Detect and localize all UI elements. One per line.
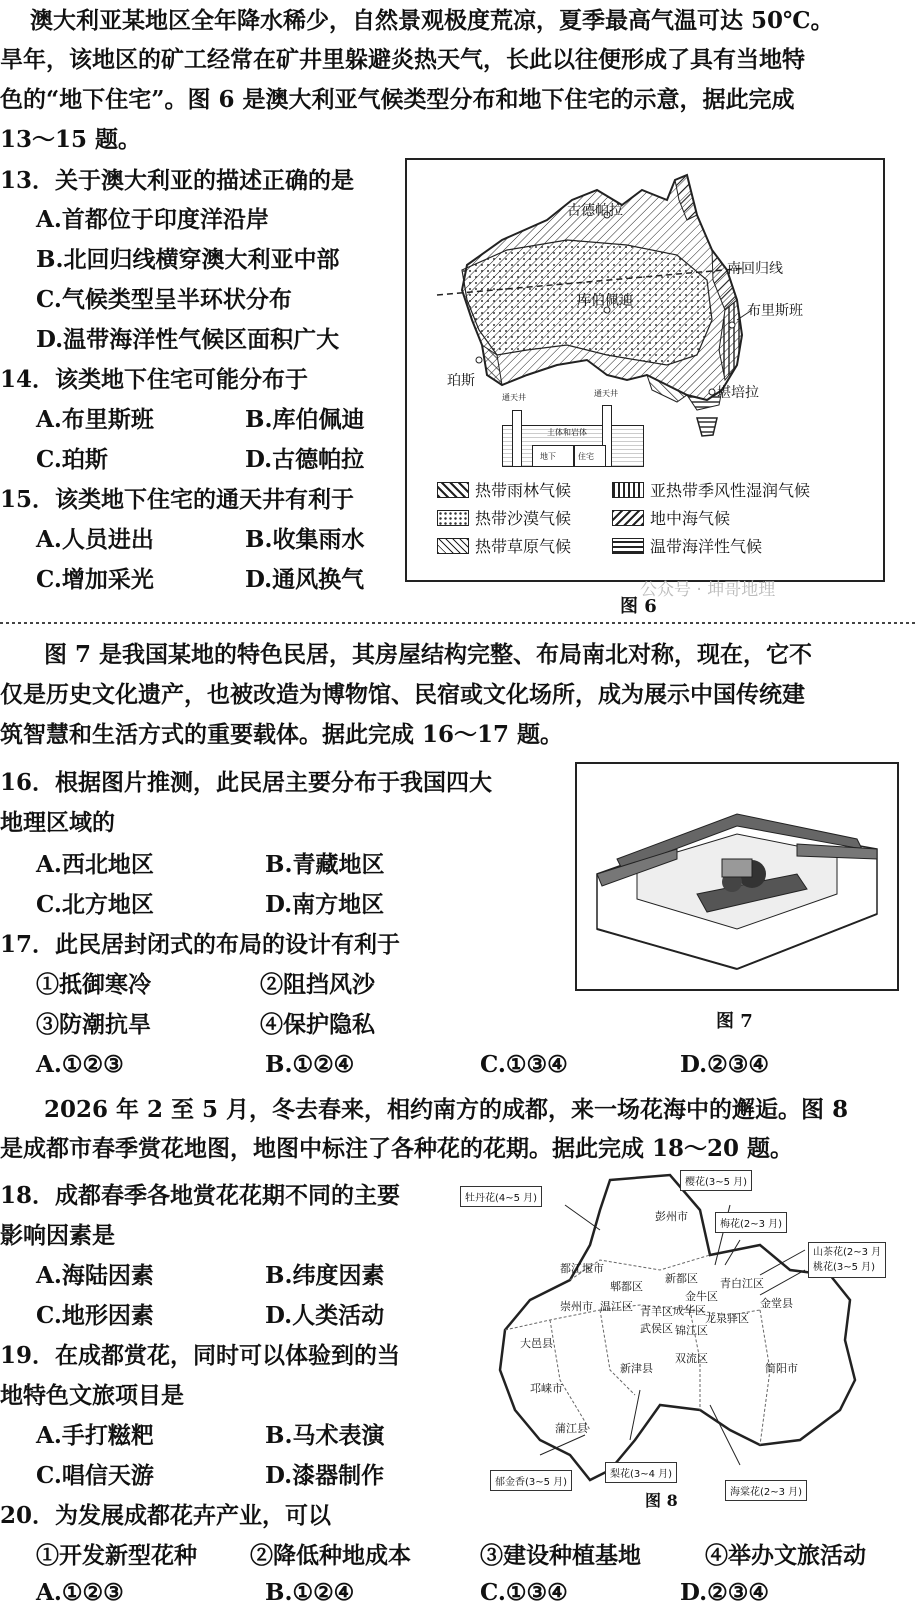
district-jinniu: 金牛区	[685, 1290, 718, 1303]
label-shaft-1: 通天井	[502, 393, 526, 402]
figure-6-australia-map	[405, 158, 885, 582]
intro1-line2: 旱年，该地区的矿工经常在矿井里躲避炎热天气，长此以往便形成了具有当地特	[0, 46, 805, 73]
district-pengzhou: 彭州市	[655, 1210, 688, 1223]
district-longquanyi: 龙泉驿区	[705, 1312, 749, 1325]
flower-yujin: 郁金香(3~5 月)	[490, 1470, 572, 1491]
q19-option-a: A.手打糍粑	[36, 1422, 154, 1449]
figure-7-caption: 图 7	[716, 1011, 753, 1032]
intro3-line1: 2026 年 2 至 5 月，冬去春来，相约南方的成都，来一场花海中的邂逅。图 8	[44, 1096, 849, 1123]
intro1-line1: 澳大利亚某地区全年降水稀少，自然景观极度荒凉，夏季最高气温可达 50℃。	[30, 7, 834, 34]
flower-li: 梨花(3~4 月)	[605, 1462, 677, 1483]
legend-mediterranean: 地中海气候	[612, 506, 730, 529]
district-jintang: 金堂县	[760, 1297, 793, 1310]
watermark: 公众号 · 坤哥地理	[640, 580, 776, 600]
district-chongzhou: 崇州市	[560, 1300, 593, 1313]
divider	[0, 622, 917, 624]
district-xinjin: 新津县	[620, 1362, 653, 1375]
district-pujiang: 蒲江县	[555, 1422, 588, 1435]
q18-stem-1: 18．成都春季各地赏花花期不同的主要	[0, 1182, 401, 1209]
q20-choice-1: ①开发新型花种	[36, 1542, 197, 1569]
label-tropic: 南回归线	[727, 261, 783, 277]
q16-option-a: A.西北地区	[36, 851, 154, 878]
figure-8-chengdu-map	[460, 1170, 917, 1515]
q18-option-c: C.地形因素	[36, 1302, 154, 1329]
q18-option-d: D.人类活动	[265, 1302, 385, 1329]
q14-option-b: B.库伯佩迪	[245, 406, 365, 433]
q20-choice-3: ③建设种植基地	[480, 1542, 641, 1569]
q14-option-a: A.布里斯班	[36, 406, 154, 433]
district-qingbaijiang: 青白江区	[720, 1277, 764, 1290]
q15-option-c: C.增加采光	[36, 566, 154, 593]
q19-option-d: D.漆器制作	[265, 1462, 385, 1489]
figure-7-courtyard-house	[575, 762, 899, 991]
district-xindu: 新都区	[665, 1272, 698, 1285]
legend-rainforest: 热带雨林气候	[437, 478, 571, 501]
q14-option-d: D.古德帕拉	[245, 446, 365, 473]
q13-stem: 13．关于澳大利亚的描述正确的是	[0, 167, 355, 194]
district-qingyang: 青羊区	[640, 1305, 673, 1318]
label-under: 地下	[540, 452, 556, 461]
q16-stem-2: 地理区域的	[0, 809, 115, 836]
label-perth: 珀斯	[447, 373, 475, 389]
legend-desert: 热带沙漠气候	[437, 506, 571, 529]
q20-option-d: D.②③④	[680, 1579, 769, 1606]
q13-option-a: A.首都位于印度洋沿岸	[36, 206, 269, 233]
q17-option-b: B.①②④	[265, 1051, 355, 1078]
q17-stem: 17．此民居封闭式的布局的设计有利于	[0, 931, 401, 958]
q17-choice-3: ③防潮抗旱	[36, 1011, 151, 1038]
q16-option-c: C.北方地区	[36, 891, 154, 918]
q17-option-c: C.①③④	[480, 1051, 568, 1078]
q20-option-a: A.①②③	[36, 1579, 124, 1606]
label-canberra: 堪培拉	[717, 385, 759, 401]
q20-stem: 20．为发展成都花卉产业，可以	[0, 1502, 332, 1529]
district-wuhou: 武侯区	[640, 1322, 673, 1335]
district-jianyang: 简阳市	[765, 1362, 798, 1375]
q17-option-d: D.②③④	[680, 1051, 769, 1078]
q19-stem-2: 地特色文旅项目是	[0, 1382, 184, 1409]
q19-stem-1: 19．在成都赏花，同时可以体验到的当	[0, 1342, 401, 1369]
q13-option-d: D.温带海洋性气候区面积广大	[36, 326, 340, 353]
q19-option-c: C.唱信天游	[36, 1462, 154, 1489]
q16-option-b: B.青藏地区	[265, 851, 385, 878]
q13-option-b: B.北回归线横穿澳大利亚中部	[36, 246, 340, 273]
q20-option-b: B.①②④	[265, 1579, 355, 1606]
intro2-line1: 图 7 是我国某地的特色民居，其房屋结构完整、布局南北对称，现在，它不	[44, 641, 813, 668]
figure-6-caption: 图 6	[620, 596, 657, 617]
q15-stem: 15．该类地下住宅的通天井有利于	[0, 486, 355, 513]
district-qionglai: 邛崃市	[530, 1382, 563, 1395]
label-brisbane: 布里斯班	[747, 303, 803, 319]
intro3-line2: 是成都市春季赏花地图，地图中标注了各种花的花期。据此完成 18～20 题。	[0, 1135, 794, 1162]
district-shuangliu: 双流区	[675, 1352, 708, 1365]
legend-savanna: 热带草原气候	[437, 534, 571, 557]
flower-ying: 樱花(3~5 月)	[680, 1170, 752, 1191]
figure-8-caption: 图 8	[645, 1491, 678, 1510]
q16-option-d: D.南方地区	[265, 891, 385, 918]
q15-option-b: B.收集雨水	[245, 526, 365, 553]
flower-shancha: 山茶花(2~3 月	[813, 1247, 882, 1258]
label-kubopeidi: 库伯佩迪	[577, 293, 633, 309]
flower-tao: 桃花(3~5 月)	[813, 1262, 876, 1273]
district-jinjiang: 锦江区	[675, 1324, 708, 1337]
q17-choice-2: ②阻挡风沙	[260, 971, 375, 998]
q14-stem: 14．该类地下住宅可能分布于	[0, 366, 309, 393]
flower-shancha-tao	[808, 1242, 886, 1278]
q15-option-d: D.通风换气	[245, 566, 365, 593]
q15-option-a: A.人员进出	[36, 526, 154, 553]
q18-option-b: B.纬度因素	[265, 1262, 385, 1289]
flower-haitang: 海棠花(2~3 月)	[725, 1480, 807, 1501]
q13-option-c: C.气候类型呈半环状分布	[36, 286, 292, 313]
intro2-line3: 筑智慧和生活方式的重要载体。据此完成 16～17 题。	[0, 721, 564, 748]
q20-choice-2: ②降低种地成本	[250, 1542, 411, 1569]
intro2-line2: 仅是历史文化遗产，也被改造为博物馆、民宿或文化场所，成为展示中国传统建	[0, 681, 805, 708]
q14-option-c: C.珀斯	[36, 446, 108, 473]
label-rock: 土体和岩体	[547, 428, 587, 437]
q20-option-c: C.①③④	[480, 1579, 568, 1606]
q19-option-b: B.马术表演	[265, 1422, 385, 1449]
q17-choice-1: ①抵御寒冷	[36, 971, 151, 998]
q17-option-a: A.①②③	[36, 1051, 124, 1078]
q17-choice-4: ④保护隐私	[260, 1011, 375, 1038]
tasmania	[697, 418, 717, 436]
q20-choice-4: ④举办文旅活动	[705, 1542, 866, 1569]
label-home: 住宅	[578, 452, 594, 461]
district-dujiangyan: 都江堰市	[560, 1262, 604, 1275]
district-dayi: 大邑县	[520, 1337, 553, 1350]
flower-mei: 梅花(2~3 月)	[715, 1212, 787, 1233]
label-gudepala: 古德帕拉	[567, 203, 623, 219]
legend-subtropical: 亚热带季风性湿润气候	[612, 478, 810, 501]
intro1-line4: 13～15 题。	[0, 126, 142, 153]
label-shaft-2: 通天井	[594, 389, 618, 398]
q18-stem-2: 影响因素是	[0, 1222, 115, 1249]
flower-mudan: 牡丹花(4~5 月)	[460, 1186, 542, 1207]
district-pidu: 郫都区	[610, 1280, 643, 1293]
intro1-line3: 色的“地下住宅”。图 6 是澳大利亚气候类型分布和地下住宅的示意，据此完成	[0, 86, 795, 113]
underground-house-diagram	[502, 389, 642, 470]
district-wenjiang: 温江区	[600, 1300, 633, 1313]
district-chenghua: 成华区	[673, 1304, 706, 1317]
q16-stem-1: 16．根据图片推测，此民居主要分布于我国四大	[0, 769, 493, 796]
q18-option-a: A.海陆因素	[36, 1262, 154, 1289]
legend-oceanic: 温带海洋性气候	[612, 534, 762, 557]
courtyard-drawing	[577, 764, 897, 989]
